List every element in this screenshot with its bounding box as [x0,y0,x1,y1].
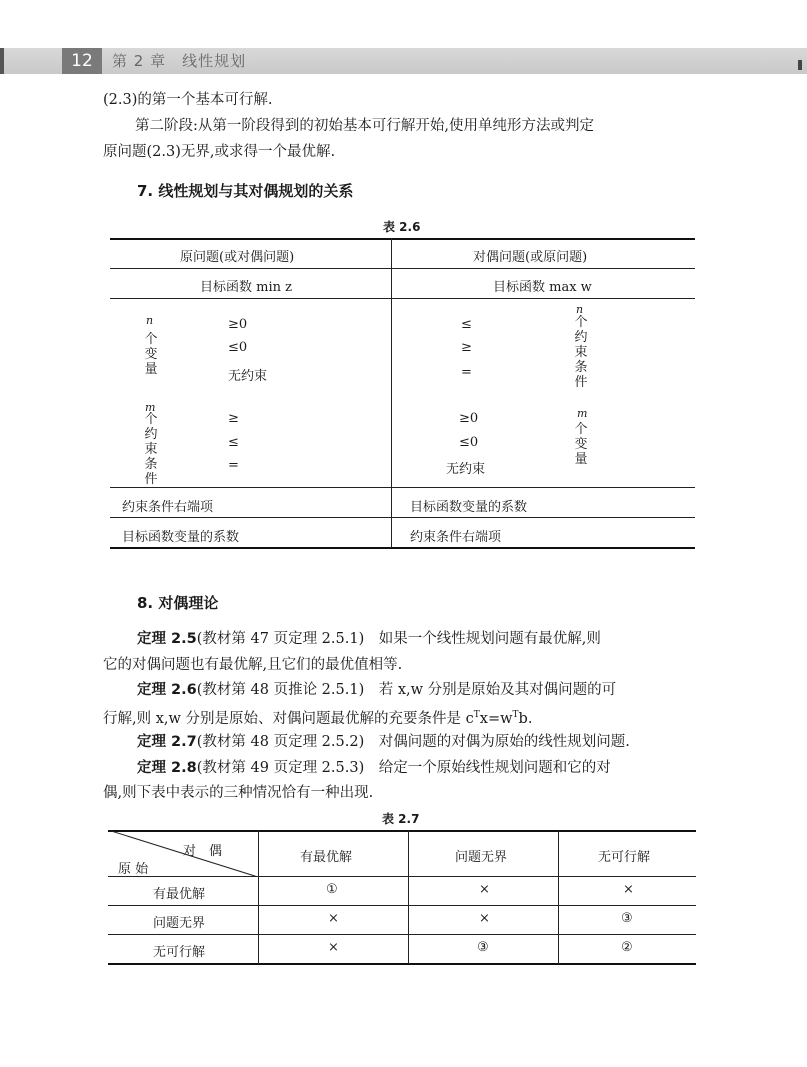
table-2-6-row-a-left: 约束条件右端项 [122,500,214,515]
left-group2-value-3: = [228,458,239,473]
right-group2-value-1: ≥0 [459,411,479,426]
section-7-heading: 7. 线性规划与其对偶规划的关系 [137,182,354,200]
table-2-7-r3-c2: ③ [477,940,489,955]
table-2-7-col-1: 有最优解 [300,850,353,865]
table-2-7-corner-top: 对 偶 [183,844,223,859]
margin-mark [798,60,802,70]
left-group2-value-2: ≤ [228,435,239,450]
table-2-7-r1-c2: × [479,882,490,897]
right-group2-label: 个变量 [574,422,588,467]
table-2-7-col-2: 问题无界 [455,850,508,865]
table-2-7-r1-c1: ① [326,882,338,897]
right-group2-value-2: ≤0 [459,435,479,450]
table-2-6-caption: 表 2.6 [383,220,421,234]
intro-line-2: 第二阶段:从第一阶段得到的初始基本可行解开始,使用单纯形方法或判定 [135,118,594,134]
theorem-2-6-text: (教材第 48 页推论 2.5.1) 若 x,w 分别是原始及其对偶问题的可 [196,682,617,698]
table-2-7-row-2-label: 问题无界 [153,916,206,931]
theorem-2-8-line-2: 偶,则下表中表示的三种情况恰有一种出现. [103,785,374,801]
right-group1-value-1: ≤ [461,317,472,332]
left-group2-value-1: ≥ [228,411,239,426]
left-group1-var: n [146,314,154,327]
theorem-2-5-line-2: 它的对偶问题也有最优解,且它们的最优值相等. [103,657,403,673]
table-2-6-right-objective: 目标函数 max w [493,280,592,295]
table-2-7-r2-c1: × [328,911,339,926]
header-edge-mark [0,48,4,74]
table-2-6-row-b-left: 目标函数变量的系数 [122,530,240,545]
theorem-2-6-text-2a: 行解,则 x,w 分别是原始、对偶问题最优解的充要条件是 c [103,710,474,727]
theorem-2-6-label: 定理 2.6 [137,682,197,698]
table-2-7-r3-c1: × [328,940,339,955]
table-2-6-left-header: 原问题(或对偶问题) [180,250,295,265]
chapter-title: 第 2 章 线性规划 [112,52,247,70]
theorem-2-8-label: 定理 2.8 [137,760,197,776]
table-2-6-row-a-right: 目标函数变量的系数 [410,500,528,515]
table-2-7-row-1-label: 有最优解 [153,887,206,902]
left-group1-value-2: ≤0 [228,340,248,355]
theorem-2-6-text-2c: b. [518,710,533,727]
right-group1-label: 个约束条件 [574,315,588,390]
page-number: 12 [62,48,102,74]
table-2-7-corner-bottom: 原 始 [118,862,149,877]
table-2-7-caption: 表 2.7 [382,812,420,826]
table-2-6-row-b-right: 约束条件右端项 [410,530,502,545]
table-2-7-row-3-label: 无可行解 [153,945,206,960]
table-2-6-left-objective: 目标函数 min z [200,280,292,295]
table-2-7-r2-c2: × [479,911,490,926]
table-2-7-r1-c3: × [623,882,634,897]
section-8-heading: 8. 对偶理论 [137,594,219,612]
right-group2-value-3: 无约束 [446,462,486,477]
theorem-2-7-label: 定理 2.7 [137,734,197,750]
intro-line-3: 原问题(2.3)无界,或求得一个最优解. [103,144,336,160]
left-group2-var: m [145,401,156,414]
theorem-2-6-line-2 [103,705,532,729]
theorem-2-8-line-1 [137,758,611,778]
theorem-2-5-line-1 [137,629,601,649]
left-group1-value-1: ≥0 [228,317,248,332]
theorem-2-6-text-2b: x=w [479,710,513,727]
right-group1-var: n [576,303,584,316]
theorem-2-6-line-1 [137,680,616,700]
right-group1-value-2: ≥ [461,340,472,355]
left-group1-value-3: 无约束 [228,369,268,384]
intro-line-1: (2.3)的第一个基本可行解. [103,92,273,108]
theorem-2-5-text: (教材第 47 页定理 2.5.1) 如果一个线性规划问题有最优解,则 [196,631,601,647]
theorem-2-7-text: (教材第 48 页定理 2.5.2) 对偶问题的对偶为原始的线性规划问题. [196,734,630,750]
table-2-7-r2-c3: ③ [621,911,633,926]
table-2-6-right-header: 对偶问题(或原问题) [473,250,588,265]
right-group1-value-3: = [461,365,472,380]
theorem-2-7-line-1 [137,732,630,752]
right-group2-var: m [577,407,588,420]
theorem-2-5-label: 定理 2.5 [137,631,197,647]
table-2-7-col-3: 无可行解 [598,850,651,865]
theorem-2-8-text: (教材第 49 页定理 2.5.3) 给定一个原始线性规划问题和它的对 [196,760,611,776]
transpose-sup-1: T [473,710,480,720]
left-group2-label: 个约束条件 [144,412,158,487]
left-group1-label: 个变量 [144,332,158,377]
transpose-sup-2: T [512,710,519,720]
table-2-7-r3-c3: ② [621,940,633,955]
